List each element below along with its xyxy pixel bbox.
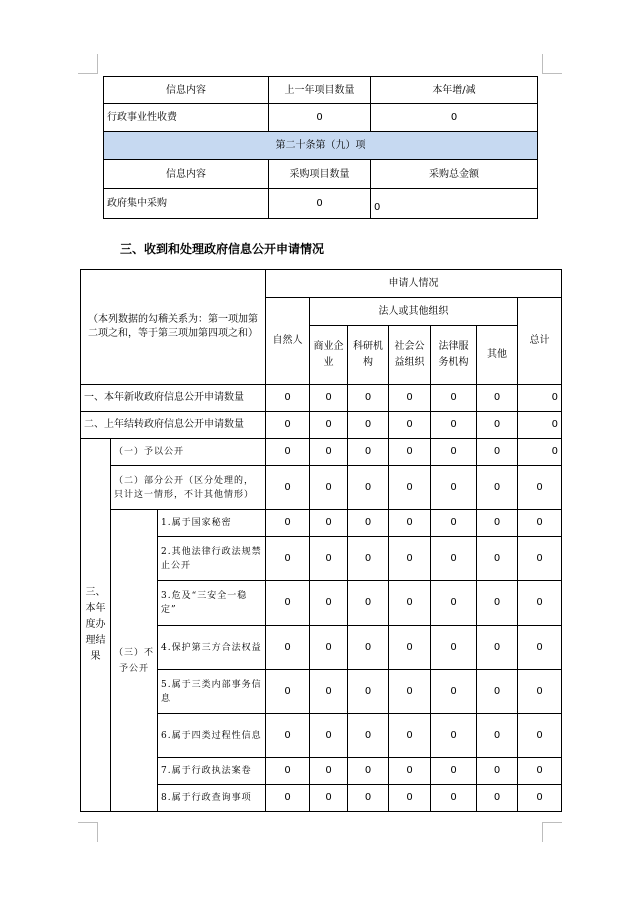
cell-value: 0	[431, 758, 477, 785]
crop-mark-top-right	[542, 54, 562, 74]
table-row	[104, 132, 538, 160]
cell-value: 0	[431, 412, 477, 439]
row-label: 5.属于三类内部事务信息	[158, 670, 266, 714]
table-row	[104, 104, 538, 132]
cell-value: 0	[348, 510, 389, 537]
cell-value: 0	[518, 510, 562, 537]
table-row	[104, 189, 538, 219]
cell-value: 0	[518, 670, 562, 714]
header-cell: 本年增/减	[371, 77, 538, 104]
cell-value: 0	[266, 466, 310, 510]
cell-value: 0	[518, 785, 562, 812]
header-cell: 采购项目数量	[269, 160, 371, 189]
cell-value: 0	[269, 189, 371, 219]
cell-value: 0	[348, 785, 389, 812]
cell-value: 0	[310, 412, 348, 439]
cell-value: 0	[371, 104, 538, 132]
crop-mark-bottom-left	[78, 822, 98, 842]
cell-value: 0	[477, 412, 518, 439]
cell-value: 0	[310, 758, 348, 785]
row-label: 一、本年新收政府信息公开申请数量	[81, 385, 266, 412]
cell-value: 0	[266, 510, 310, 537]
cell-value: 0	[518, 537, 562, 581]
cell-value: 0	[266, 785, 310, 812]
cell-value: 0	[477, 758, 518, 785]
cell-value: 0	[477, 626, 518, 670]
cell-value: 0	[348, 412, 389, 439]
cell-value: 0	[477, 510, 518, 537]
cell-value: 0	[310, 581, 348, 626]
row-label: 7.属于行政执法案卷	[158, 758, 266, 785]
cell-value: 0	[431, 466, 477, 510]
section-band: 第二十条第（九）项	[104, 132, 538, 160]
header-cell: 信息内容	[104, 160, 269, 189]
row-label: （一）予以公开	[111, 439, 266, 466]
cell-value: 0	[518, 439, 562, 466]
cell-value: 0	[348, 439, 389, 466]
cell-value: 0	[518, 385, 562, 412]
cell-value: 0	[518, 758, 562, 785]
cell-value: 0	[431, 385, 477, 412]
legal-entity-header: 法人或其他组织	[310, 298, 518, 326]
table-row	[81, 510, 562, 537]
cell-value: 0	[389, 537, 431, 581]
cell-value: 0	[518, 626, 562, 670]
applications-table	[80, 269, 562, 812]
row-label: 2.其他法律行政法规禁止公开	[158, 537, 266, 581]
cell-value: 0	[266, 670, 310, 714]
cell-value: 0	[348, 714, 389, 758]
cell-value: 0	[518, 714, 562, 758]
crop-mark-bottom-right	[542, 822, 562, 842]
row-label: （二）部分公开（区分处理的，只计这一情形，不计其他情形）	[111, 466, 266, 510]
cell-value: 0	[477, 785, 518, 812]
cell-value: 0	[269, 104, 371, 132]
cell-value: 0	[477, 439, 518, 466]
note-cell: （本列数据的勾稽关系为：第一项加第二项之和，等于第三项加第四项之和）	[81, 270, 266, 385]
cell-value: 0	[266, 439, 310, 466]
header-cell: 上一年项目数量	[269, 77, 371, 104]
header-cell: 采购总金额	[371, 160, 538, 189]
cell-value: 0	[266, 626, 310, 670]
cell-value: 0	[266, 714, 310, 758]
table-row	[81, 466, 562, 510]
cell-value: 0	[389, 670, 431, 714]
table-row	[104, 77, 538, 104]
cell-value: 0	[348, 670, 389, 714]
fees-procurement-table	[103, 76, 538, 219]
cell-value: 0	[477, 581, 518, 626]
total-header: 总计	[518, 298, 562, 385]
cell-value: 0	[477, 466, 518, 510]
col-header: 商业企业	[310, 326, 348, 385]
cell-value: 0	[310, 385, 348, 412]
section-title: 三、收到和处理政府信息公开申请情况	[120, 242, 325, 256]
table-row	[81, 439, 562, 466]
natural-person-header: 自然人	[266, 298, 310, 385]
table-row	[81, 270, 562, 298]
cell-value: 0	[348, 537, 389, 581]
cell-value: 0	[389, 466, 431, 510]
cell-value: 0	[431, 439, 477, 466]
cell-value: 0	[518, 466, 562, 510]
cell-value: 0	[477, 385, 518, 412]
row-label: 6.属于四类过程性信息	[158, 714, 266, 758]
cell-value: 0	[310, 537, 348, 581]
cell-value: 0	[389, 412, 431, 439]
row-label: 行政事业性收费	[104, 104, 269, 132]
cell-value: 0	[310, 626, 348, 670]
cell-value: 0	[348, 466, 389, 510]
cell-value: 0	[389, 626, 431, 670]
row-label: 二、上年结转政府信息公开申请数量	[81, 412, 266, 439]
crop-mark-top-left	[78, 54, 98, 74]
cell-value: 0	[348, 626, 389, 670]
cell-value: 0	[431, 510, 477, 537]
cell-value: 0	[389, 714, 431, 758]
cell-value: 0	[518, 581, 562, 626]
cell-value: 0	[266, 758, 310, 785]
cell-value: 0	[266, 581, 310, 626]
applicant-header: 申请人情况	[266, 270, 562, 298]
row-label: 政府集中采购	[104, 189, 269, 219]
cell-value: 0	[431, 670, 477, 714]
cell-value: 0	[310, 714, 348, 758]
result-group-label: 三、本年度办理结果	[81, 439, 111, 812]
cell-value: 0	[310, 785, 348, 812]
table-row	[104, 160, 538, 189]
not-public-group-label: （三）不予公开	[111, 510, 158, 812]
row-label: 1.属于国家秘密	[158, 510, 266, 537]
cell-value: 0	[431, 537, 477, 581]
cell-value: 0	[477, 537, 518, 581]
cell-value: 0	[431, 581, 477, 626]
cell-value: 0	[310, 510, 348, 537]
row-label: 4.保护第三方合法权益	[158, 626, 266, 670]
cell-value: 0	[371, 189, 538, 219]
header-cell: 信息内容	[104, 77, 269, 104]
row-label: 3.危及“三安全一稳定”	[158, 581, 266, 626]
col-header: 法律服务机构	[431, 326, 477, 385]
table-row	[81, 385, 562, 412]
cell-value: 0	[389, 785, 431, 812]
cell-value: 0	[310, 670, 348, 714]
cell-value: 0	[431, 785, 477, 812]
cell-value: 0	[431, 626, 477, 670]
cell-value: 0	[348, 758, 389, 785]
cell-value: 0	[310, 439, 348, 466]
cell-value: 0	[477, 670, 518, 714]
col-header: 社会公益组织	[389, 326, 431, 385]
cell-value: 0	[518, 412, 562, 439]
cell-value: 0	[389, 510, 431, 537]
cell-value: 0	[266, 385, 310, 412]
cell-value: 0	[266, 412, 310, 439]
cell-value: 0	[389, 758, 431, 785]
cell-value: 0	[389, 385, 431, 412]
cell-value: 0	[348, 385, 389, 412]
col-header: 其他	[477, 326, 518, 385]
row-label: 8.属于行政查询事项	[158, 785, 266, 812]
cell-value: 0	[389, 581, 431, 626]
cell-value: 0	[477, 714, 518, 758]
cell-value: 0	[310, 466, 348, 510]
table-row	[81, 412, 562, 439]
col-header: 科研机构	[348, 326, 389, 385]
cell-value: 0	[389, 439, 431, 466]
cell-value: 0	[266, 537, 310, 581]
cell-value: 0	[431, 714, 477, 758]
cell-value: 0	[348, 581, 389, 626]
